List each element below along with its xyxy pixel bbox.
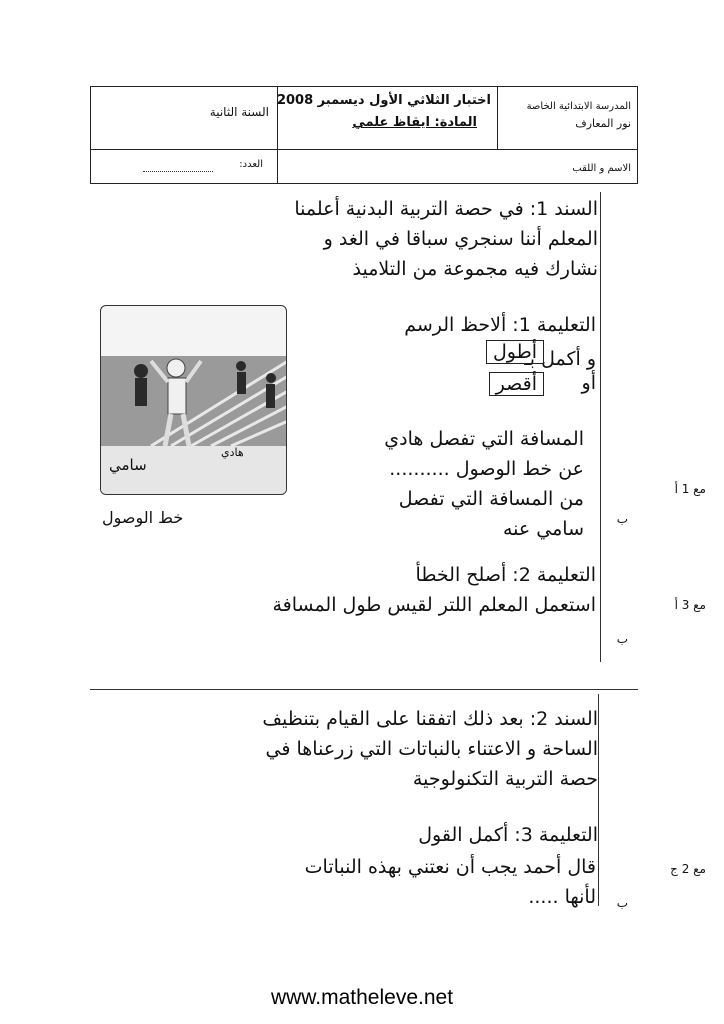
name-label: الاسم و اللقب [572,163,631,174]
name-cell [277,149,637,183]
header-top-row [91,87,637,150]
score-cell [91,149,277,183]
instruction3: التعليمة 3: أكمل القول [418,824,598,846]
context2-line3: حصة التربية التكنولوجية [412,768,598,790]
context2-line1: السند 2: بعد ذلك اتفقنا على القيام بتنظيف [262,708,598,730]
race-photo [100,305,287,495]
right-margin-line-top [600,192,601,662]
sentence2-line2: لأنها ..... [528,886,596,908]
context1-line3: نشارك فيه مجموعة من التلاميذ [352,258,598,280]
error-sentence: استعمل المعلم اللتر لقيس طول المسافة [272,594,596,616]
criterion3-label: مع 2 ج [670,862,706,876]
header-table [90,86,638,184]
right-margin-line-bottom [598,694,599,906]
sentence1-line2: عن خط الوصول .......... [389,458,584,480]
header-bottom-row [91,149,637,183]
option-longer: أطول [486,340,544,364]
criterion2b-label: ب [616,632,628,646]
photo-caption-hadi: هادي [221,446,244,459]
sentence1-line1: المسافة التي تفصل هادي [384,428,584,450]
subject-label: المادة: ايقاظ علمي [352,115,477,130]
section-divider [90,689,638,690]
context2-line2: الساحة و الاعتناء بالنباتات التي زرعناها في [265,738,598,760]
grade-label: السنة الثانية [209,105,269,119]
school-name-line1: المدرسة الابتدائية الخاصة [526,101,631,112]
criterion2-label: مع 3 أ [674,598,706,612]
criterion1-label: مع 1 أ [674,482,706,496]
option-shorter: أقصر [489,372,544,396]
exam-title: اختبار الثلاثي الأول ديسمبر 2008 [276,93,491,108]
sentence1-line4: سامي عنه [502,518,584,540]
context1-line2: المعلم أننا سنجري سباقا في الغد و [323,228,598,250]
instruction1: التعليمة 1: ألاحظ الرسم [404,314,596,336]
finish-line-label: خط الوصول [102,508,184,527]
exam-cell [277,87,497,149]
website-footer[interactable]: www.matheleve.net [270,986,454,1009]
grade-cell [91,87,277,149]
school-name-line2: نور المعارف [575,117,631,130]
instruction2: التعليمة 2: أصلح الخطأ [415,564,596,586]
or-label: أو [581,372,596,394]
complete-with-label: و أكمل بـ [524,348,596,370]
score-label: العدد: [239,159,263,170]
score-dotted-line [143,171,213,172]
school-cell [497,87,637,149]
photo-caption-sami: سامي [109,456,147,474]
sentence1-line3: من المسافة التي تفصل [398,488,584,510]
context1-line1: السند 1: في حصة التربية البدنية أعلمنا [294,198,598,220]
sentence2-line1: قال أحمد يجب أن نعتني بهذه النباتات [304,856,596,878]
criterion3b-label: ب [616,896,628,910]
criterion1b-label: ب [616,512,628,526]
